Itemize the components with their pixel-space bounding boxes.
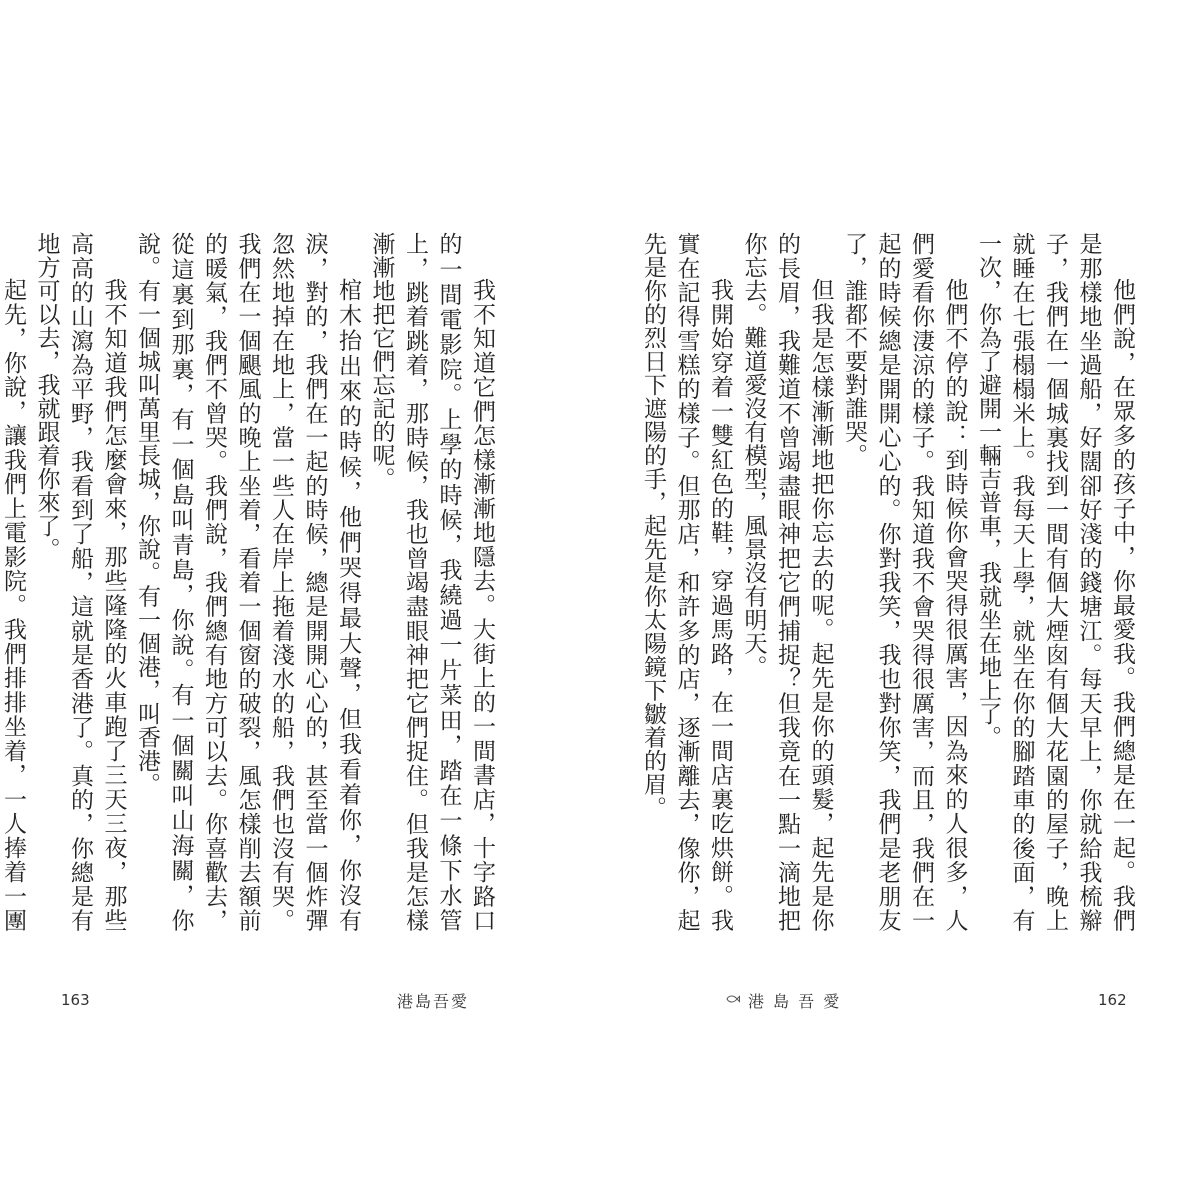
fish-ornament-icon — [726, 993, 740, 1005]
paragraph: 起先，你說，讓我們上電影院。我們排排坐着，一人捧着一團 — [0, 278, 26, 932]
paragraph: 我不知道我們怎麼會來，那些隆隆的火車跑了三天三夜，那些高高的山瀉為平野，我看到了船，這就是香港了。真的，你總是有地方可以去，我就跟着你來了。 — [33, 232, 127, 932]
page-number-left: 163 — [61, 991, 90, 1009]
paragraph: 我不知道它們怎樣漸漸地隱去。大街上的一間書店，十字路口的一間電影院。上學的時候，我繞過一片菜田，踏在一條下水管上，跳着跳着，那時候，我也曾竭盡眼神把它們捉住。但我是怎樣漸漸地把它們忘記的呢。 — [368, 232, 495, 932]
left-page-body — [0, 232, 498, 932]
paragraph: 但我是怎樣漸漸地把你忘去的呢。起先是你的頭髮，起先是你的長眉，我難道不曾竭盡眼神把它們捕捉？但我竟在一點一滴地把你忘去。難道愛沒有模型，風景沒有明天。 — [740, 232, 834, 932]
running-title-left: 港島吾愛 — [397, 992, 470, 1011]
paragraph: 我開始穿着一雙紅色的鞋，穿過馬路，在一間店裏吃烘餅。我實在記得雪糕的樣子。但那店，和許多的店，逐漸離去，像你，起先是你的烈日下遮陽的手，起先是你太陽鏡下皺着的眉。 — [640, 232, 733, 932]
right-page — [600, 0, 1200, 1200]
paragraph: 棺木抬出來的時候，他們哭得最大聲，但我看着你，你沒有淚，對的，我們在一起的時候，總是開開心心的，甚至當一個炸彈忽然地掉在地上，當一些人在岸上拖着淺水的船，我們也沒有哭。我們在一個颶風的晚上坐着，看着一個窗的破裂，風怎樣削去額前的暖氣，我們不曾哭。我們說，我們總有地方可以去。你喜歡去，從這裏到那裏，有一個島叫青島，你說。有一個關叫山海關，你說。有一個城叫萬里長城，你說。有一個港，叫香港。 — [134, 232, 361, 932]
page-number-right: 162 — [1098, 991, 1127, 1009]
right-page-body — [640, 232, 1138, 932]
paragraph: 他們不停的說：到時候你會哭得很厲害，因為來的人很多，人們愛看你淒涼的樣子。我知道我不會哭得很厲害，而且，我們在一起的時候總是開開心心的。你對我笑，我也對你笑，我們是老朋友了，誰都不要對誰哭。 — [841, 232, 968, 932]
running-title-right: 港 島 吾 愛 — [748, 992, 842, 1011]
paragraph: 他們說，在眾多的孩子中，你最愛我。我們總是在一起。我們是那樣地坐過船，好闊卻好淺的錢塘江。每天早上，你就給我梳辮子，我們在一個城裏找到一間有個大煙囱有個大花園的屋子，晚上就睡在七張榻榻米上。我每天上學，就坐在你的腳踏車的後面，有一次，你為了避開一輛吉普車，我就坐在地上了。 — [975, 232, 1135, 932]
